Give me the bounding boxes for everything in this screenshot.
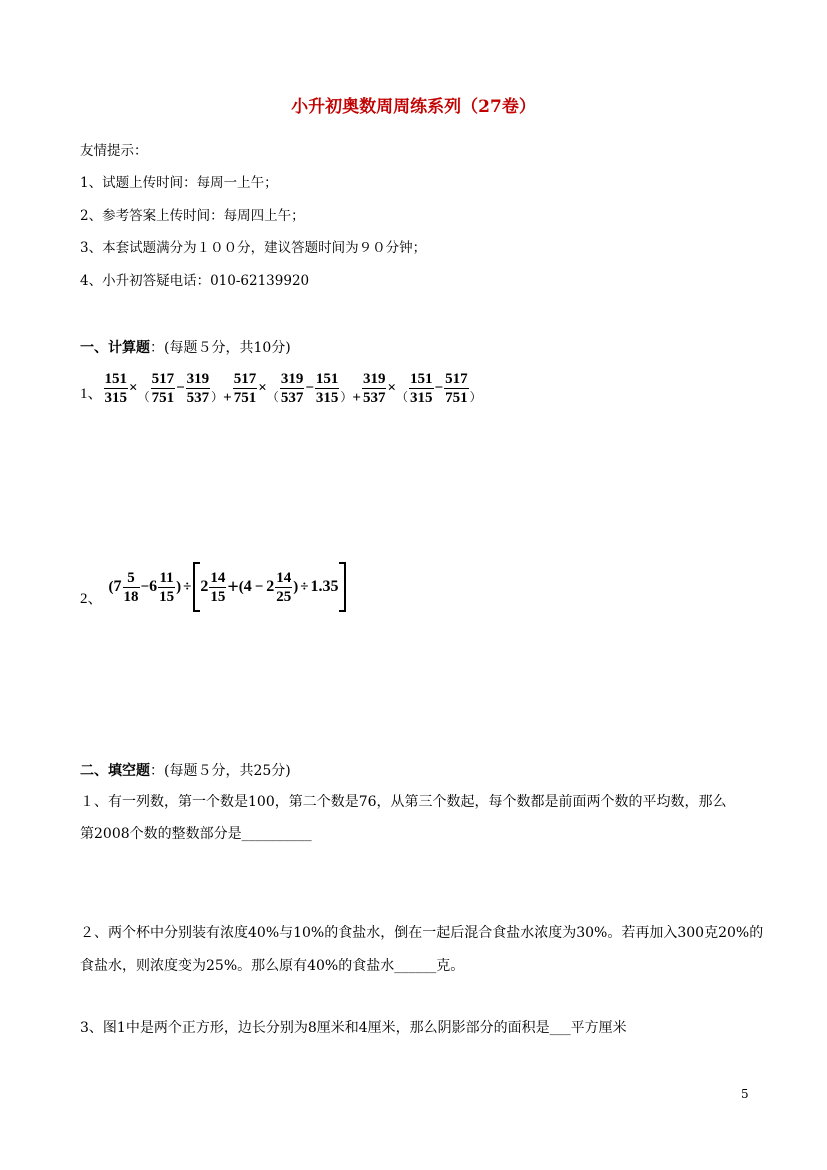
divide-sign: ÷ — [300, 578, 309, 595]
whole-number: 2 — [200, 578, 209, 595]
fraction: 11 15 — [159, 569, 175, 605]
paren-close: ) — [293, 578, 299, 595]
times-sign: × — [129, 380, 138, 396]
tip-item-4: 4、小升初答疑电话：010-62139920 — [80, 273, 310, 289]
fill-q2-line1: ２、两个杯中分别装有浓度40%与10%的食盐水，倒在一起后混合食盐水浓度为30%。若再加入300克20%的 — [80, 925, 764, 941]
tip-item-2: 2、参考答案上传时间：每周四上午； — [80, 208, 305, 224]
bracket-close — [339, 562, 346, 612]
fraction: $\frac{319}{537}$ — [362, 371, 386, 406]
decimal-number: 1.35 — [310, 578, 339, 595]
whole-number: 2 — [266, 578, 275, 595]
q2-label: 2、 — [80, 591, 103, 607]
paren-open: （ — [266, 390, 279, 404]
q1-label: 1、 — [80, 386, 103, 402]
page-number: 5 — [741, 1087, 749, 1101]
minus-sign: − — [176, 380, 185, 396]
section1-note: ：(每题５分，共10分) — [150, 340, 291, 356]
times-sign: × — [387, 380, 397, 396]
fraction: $\frac{151}{315}$ — [104, 371, 128, 406]
paren-close: ） — [211, 390, 224, 404]
tip-item-1: 1、试题上传时间：每周一上午； — [80, 175, 278, 191]
plus-sign: + — [227, 575, 239, 598]
paren-open: ( — [108, 578, 114, 595]
fraction: 319 537 — [280, 371, 304, 406]
fill-q1-line1: １、有一列数，第一个数是100，第二个数是76，从第三个数起，每个数都是前面两个数的平均数，那么 — [80, 794, 727, 810]
fraction: 14 25 — [276, 569, 292, 605]
fill-q3-line1: 3、图1中是两个正方形，边长分别为8厘米和4厘米，那么阴影部分的面积是___平方厘米 — [80, 1020, 627, 1036]
calc-question-2 — [80, 562, 346, 612]
paren-open: ( — [238, 578, 244, 595]
fraction: $\frac{319}{537}$ — [186, 371, 210, 406]
fraction: $\frac{517}{751}$ — [445, 371, 468, 406]
section1-heading — [80, 337, 291, 357]
paren-open: （ — [137, 390, 150, 404]
plus-sign: + — [352, 390, 361, 406]
fraction: 151 315 — [410, 371, 433, 406]
paren-open: （ — [396, 390, 409, 404]
fraction: 517 751 — [151, 371, 175, 406]
minus-sign: − — [305, 380, 314, 396]
fraction: 5 18 — [123, 569, 139, 605]
whole-number: 7 — [113, 578, 122, 595]
fraction: $\frac{517}{751}$ — [233, 371, 257, 406]
divide-sign: ÷ — [183, 578, 192, 595]
fraction: 14 15 — [210, 569, 226, 605]
whole-number: 6 — [149, 578, 158, 595]
minus-sign: − — [254, 578, 264, 595]
minus-sign: − — [434, 380, 444, 396]
paren-close: ） — [340, 390, 353, 404]
calc-question-1 — [80, 370, 482, 407]
section2-note: ：(每题５分，共25分) — [150, 763, 291, 779]
whole-number: 4 — [243, 578, 252, 595]
times-sign: × — [258, 380, 267, 396]
fraction: $\frac{151}{315}$ — [315, 371, 339, 406]
section2-heading — [80, 760, 291, 780]
section1-title: 一、计算题 — [80, 340, 150, 356]
plus-sign: + — [223, 390, 232, 406]
fill-q1-line2: 第2008个数的整数部分是__________ — [80, 826, 312, 842]
minus-sign: − — [140, 578, 150, 595]
fill-q2-line2: 食盐水，则浓度变为25%。那么原有40%的食盐水______克。 — [80, 958, 465, 974]
tip-item-3: 3、本套试题满分为１００分，建议答题时间为９０分钟； — [80, 240, 427, 256]
bracket-open — [193, 562, 200, 612]
paren-close: ） — [469, 390, 482, 404]
section2-title: 二、填空题 — [80, 763, 150, 779]
paren-close: ) — [176, 578, 182, 595]
tips-heading: 友情提示： — [80, 143, 148, 159]
page-title: 小升初奥数周周练系列（27卷） — [291, 97, 536, 117]
